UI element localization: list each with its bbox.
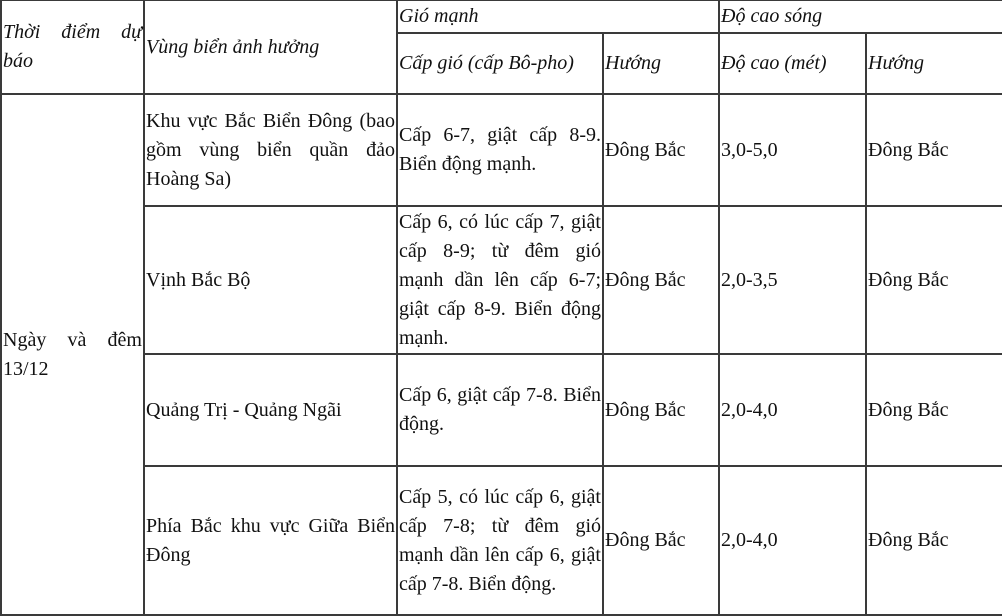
region-cell: Khu vực Bắc Biển Đông (bao gồm vùng biển quần đảo Hoàng Sa)	[144, 94, 397, 206]
table-row	[1, 466, 1002, 615]
header-wave-direction: Hướng	[866, 33, 1002, 94]
wind-direction-cell: Đông Bắc	[603, 94, 719, 206]
header-wind-level: Cấp gió (cấp Bô-pho)	[397, 33, 603, 94]
wind-direction-cell: Đông Bắc	[603, 354, 719, 466]
wind-level-cell: Cấp 5, có lúc cấp 6, giật cấp 7-8; từ đêm gió mạnh dần lên cấp 6, giật cấp 7-8. Biển động.	[397, 466, 603, 615]
wind-direction-cell: Đông Bắc	[603, 206, 719, 354]
wave-direction-cell: Đông Bắc	[866, 466, 1002, 615]
wave-direction-cell: Đông Bắc	[866, 354, 1002, 466]
header-wave-height-group: Độ cao sóng	[719, 0, 1002, 33]
table-row	[1, 354, 1002, 466]
wind-level-cell: Cấp 6-7, giật cấp 8-9. Biển động mạnh.	[397, 94, 603, 206]
wave-height-cell: 3,0-5,0	[719, 94, 866, 206]
wind-level-cell: Cấp 6, giật cấp 7-8. Biển động.	[397, 354, 603, 466]
header-wind-direction: Hướng	[603, 33, 719, 94]
wave-direction-cell: Đông Bắc	[866, 206, 1002, 354]
forecast-time: Ngày và đêm 13/12	[1, 94, 144, 615]
header-region: Vùng biển ảnh hưởng	[144, 0, 397, 94]
header-wave-height: Độ cao (mét)	[719, 33, 866, 94]
wave-direction-cell: Đông Bắc	[866, 94, 1002, 206]
header-time: Thời điểm dự báo	[1, 0, 144, 94]
header-row-1	[1, 0, 1002, 33]
table-row	[1, 206, 1002, 354]
region-cell: Phía Bắc khu vực Giữa Biển Đông	[144, 466, 397, 615]
region-cell: Vịnh Bắc Bộ	[144, 206, 397, 354]
table-row	[1, 94, 1002, 206]
wave-height-cell: 2,0-4,0	[719, 466, 866, 615]
wind-level-cell: Cấp 6, có lúc cấp 7, giật cấp 8-9; từ đêm gió mạnh dần lên cấp 6-7; giật cấp 8-9. Biển động mạnh.	[397, 206, 603, 354]
wave-height-cell: 2,0-3,5	[719, 206, 866, 354]
region-cell: Quảng Trị - Quảng Ngãi	[144, 354, 397, 466]
wave-height-cell: 2,0-4,0	[719, 354, 866, 466]
wind-direction-cell: Đông Bắc	[603, 466, 719, 615]
header-strong-wind: Gió mạnh	[397, 0, 719, 33]
